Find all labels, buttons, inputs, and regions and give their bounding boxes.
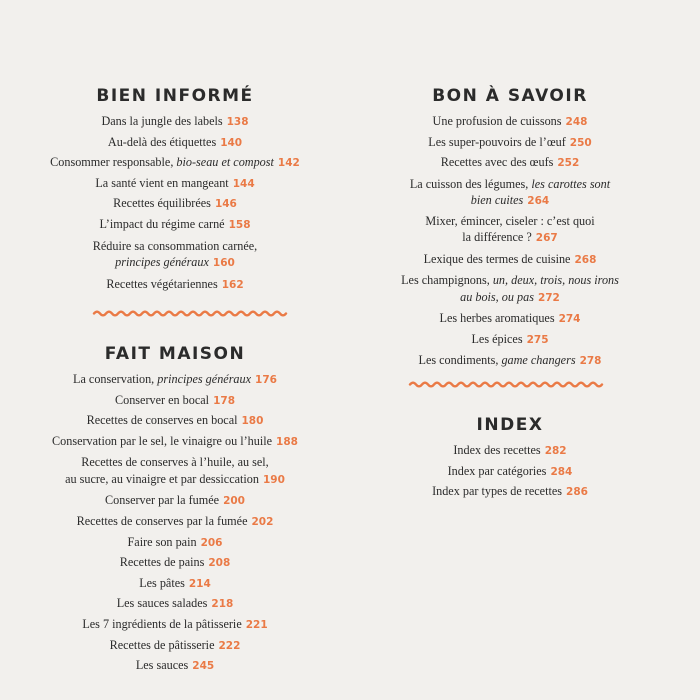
entry-title: Les sauces salades <box>116 596 208 611</box>
toc-entry <box>360 309 660 330</box>
entry-title: La cuisson des légumes, <box>409 176 532 191</box>
entry-title: Les épices <box>471 331 523 346</box>
page-number: 278 <box>579 354 602 367</box>
toc-entry <box>360 272 660 306</box>
page-number: 144 <box>232 177 255 190</box>
section-fait-maison <box>20 344 330 677</box>
entry-title: Les herbes aromatiques <box>439 311 555 326</box>
toc-entry <box>20 133 330 154</box>
entry-title: Faire son pain <box>127 534 197 549</box>
page-number: 250 <box>569 136 592 149</box>
entry-title: Au-delà des étiquettes <box>107 134 217 149</box>
toc-entry <box>360 482 660 503</box>
section-title: BIEN INFORMÉ <box>96 86 254 106</box>
toc-entry <box>20 432 330 453</box>
page-number: 222 <box>218 639 241 652</box>
toc-entry <box>20 574 330 595</box>
toc-entry <box>20 615 330 636</box>
toc-entry <box>20 636 330 657</box>
toc-entry <box>20 215 330 236</box>
entry-title: Conservation par le sel, le vinaigre ou l’huile <box>52 433 273 448</box>
page-number: 160 <box>212 257 235 270</box>
page-number: 200 <box>223 495 245 508</box>
toc-entry <box>20 512 330 533</box>
page-number: 162 <box>221 278 244 291</box>
toc-entry <box>20 238 330 272</box>
wavy-divider <box>408 380 604 389</box>
page-number: 275 <box>526 333 549 346</box>
toc-entry <box>20 174 330 195</box>
toc-entry <box>360 330 660 351</box>
toc-entry <box>20 275 330 296</box>
page-number: 158 <box>228 218 251 231</box>
entry-title: Dans la jungle des labels <box>101 114 223 128</box>
page-number: 218 <box>211 598 234 611</box>
entry-title: Mixer, émincer, ciseler : c’est quoi <box>425 213 595 228</box>
wavy-divider <box>92 309 288 318</box>
entry-title: Conserver par la fumée <box>105 493 220 508</box>
entry-title: La santé vient en mangeant <box>95 175 229 190</box>
toc-entry <box>360 176 660 210</box>
toc-entry <box>20 112 330 133</box>
entry-list <box>360 441 660 503</box>
page-number: 208 <box>208 557 231 570</box>
entry-title: Recettes équilibrées <box>113 196 211 211</box>
entry-title: Recettes avec des œufs <box>440 155 554 170</box>
entry-title: Réduire sa consommation carnée, <box>92 238 258 253</box>
entry-title-continued: la différence ? <box>462 230 532 245</box>
toc-entry <box>20 153 330 174</box>
toc-entry <box>360 153 660 174</box>
entry-list <box>360 112 660 371</box>
entry-title: Les super-pouvoirs de l’œuf <box>428 134 566 149</box>
toc-entry <box>360 213 660 247</box>
entry-title: Index par types de recettes <box>432 484 563 499</box>
page-number: 138 <box>226 116 249 128</box>
section-title: INDEX <box>476 415 544 435</box>
toc-entry <box>20 454 330 488</box>
page-number: 178 <box>213 394 235 407</box>
page-number: 274 <box>558 313 581 326</box>
entry-title: Index des recettes <box>453 443 541 457</box>
entry-title: Une profusion de cuissons <box>432 114 562 128</box>
entry-subtitle: un, deux, trois, nous irons <box>492 273 619 288</box>
entry-list <box>20 370 330 677</box>
entry-subtitle: principes généraux <box>115 255 209 270</box>
toc-entry <box>360 351 660 372</box>
page-number: 180 <box>241 415 264 428</box>
page-number: 221 <box>245 618 268 631</box>
page-number: 188 <box>276 435 298 448</box>
toc-entry <box>20 411 330 432</box>
section-index <box>360 415 660 503</box>
entry-title: Consommer responsable, <box>50 155 177 170</box>
entry-title: Index par catégories <box>447 463 547 478</box>
toc-entry <box>360 133 660 154</box>
section-bien-informe <box>20 86 330 295</box>
page-number: 248 <box>565 116 588 128</box>
page-number: 140 <box>220 136 243 149</box>
page-number: 245 <box>192 660 215 673</box>
entry-subtitle-continued: au bois, ou pas <box>460 289 534 304</box>
toc-entry <box>20 391 330 412</box>
entry-title: Les sauces <box>135 658 189 673</box>
entry-title: Lexique des termes de cuisine <box>423 251 571 266</box>
toc-entry <box>360 112 660 133</box>
entry-title: Les pâtes <box>139 575 185 590</box>
page-number: 206 <box>200 536 223 549</box>
entry-title: Recettes de pâtisserie <box>109 637 215 652</box>
entry-subtitle: game changers <box>501 352 576 367</box>
page-number: 142 <box>277 157 300 170</box>
page-number: 286 <box>566 486 588 499</box>
toc-entry <box>20 594 330 615</box>
entry-list <box>20 112 330 295</box>
page-number: 264 <box>527 195 550 208</box>
entry-subtitle-continued: bien cuites <box>470 193 524 208</box>
page-number: 284 <box>550 465 573 478</box>
toc-entry <box>360 250 660 271</box>
entry-title-continued: au sucre, au vinaigre et par dessiccation <box>65 471 259 486</box>
entry-title: La conservation, <box>73 372 158 386</box>
entry-title: Recettes de conserves par la fumée <box>76 513 248 528</box>
page-number: 252 <box>557 157 580 170</box>
section-title: FAIT MAISON <box>104 344 246 364</box>
entry-title: Conserver en bocal <box>114 392 210 407</box>
toc-entry <box>20 553 330 574</box>
entry-title: Les 7 ingrédients de la pâtisserie <box>82 616 242 631</box>
toc-entry <box>20 533 330 554</box>
page-number: 268 <box>574 253 597 266</box>
page-number: 272 <box>537 291 560 304</box>
toc-entry <box>20 491 330 512</box>
toc-entry <box>360 441 660 462</box>
entry-title: Recettes végétariennes <box>106 276 218 291</box>
section-bon-a-savoir <box>360 86 660 371</box>
entry-title: Recettes de conserves en bocal <box>86 413 238 428</box>
entry-subtitle: bio-seau et compost <box>176 155 274 170</box>
toc-entry <box>20 370 330 391</box>
page-number: 282 <box>544 445 567 457</box>
page-number: 214 <box>188 577 211 590</box>
toc-entry <box>20 656 330 677</box>
toc-entry <box>360 462 660 483</box>
entry-subtitle: principes généraux <box>157 372 252 386</box>
section-title: BON À SAVOIR <box>432 86 588 106</box>
toc-entry <box>20 194 330 215</box>
page-number: 202 <box>251 515 274 528</box>
page-number: 267 <box>535 232 558 245</box>
page-number: 176 <box>255 374 277 386</box>
page-number: 146 <box>214 198 237 211</box>
page-number: 190 <box>262 473 285 486</box>
entry-subtitle: les carottes sont <box>531 176 611 191</box>
entry-title: Recettes de conserves à l’huile, au sel, <box>81 455 269 470</box>
entry-title: Les condiments, <box>418 352 502 367</box>
entry-title: L’impact du régime carné <box>99 216 225 231</box>
entry-title: Recettes de pains <box>119 555 205 570</box>
entry-title: Les champignons, <box>401 273 493 288</box>
